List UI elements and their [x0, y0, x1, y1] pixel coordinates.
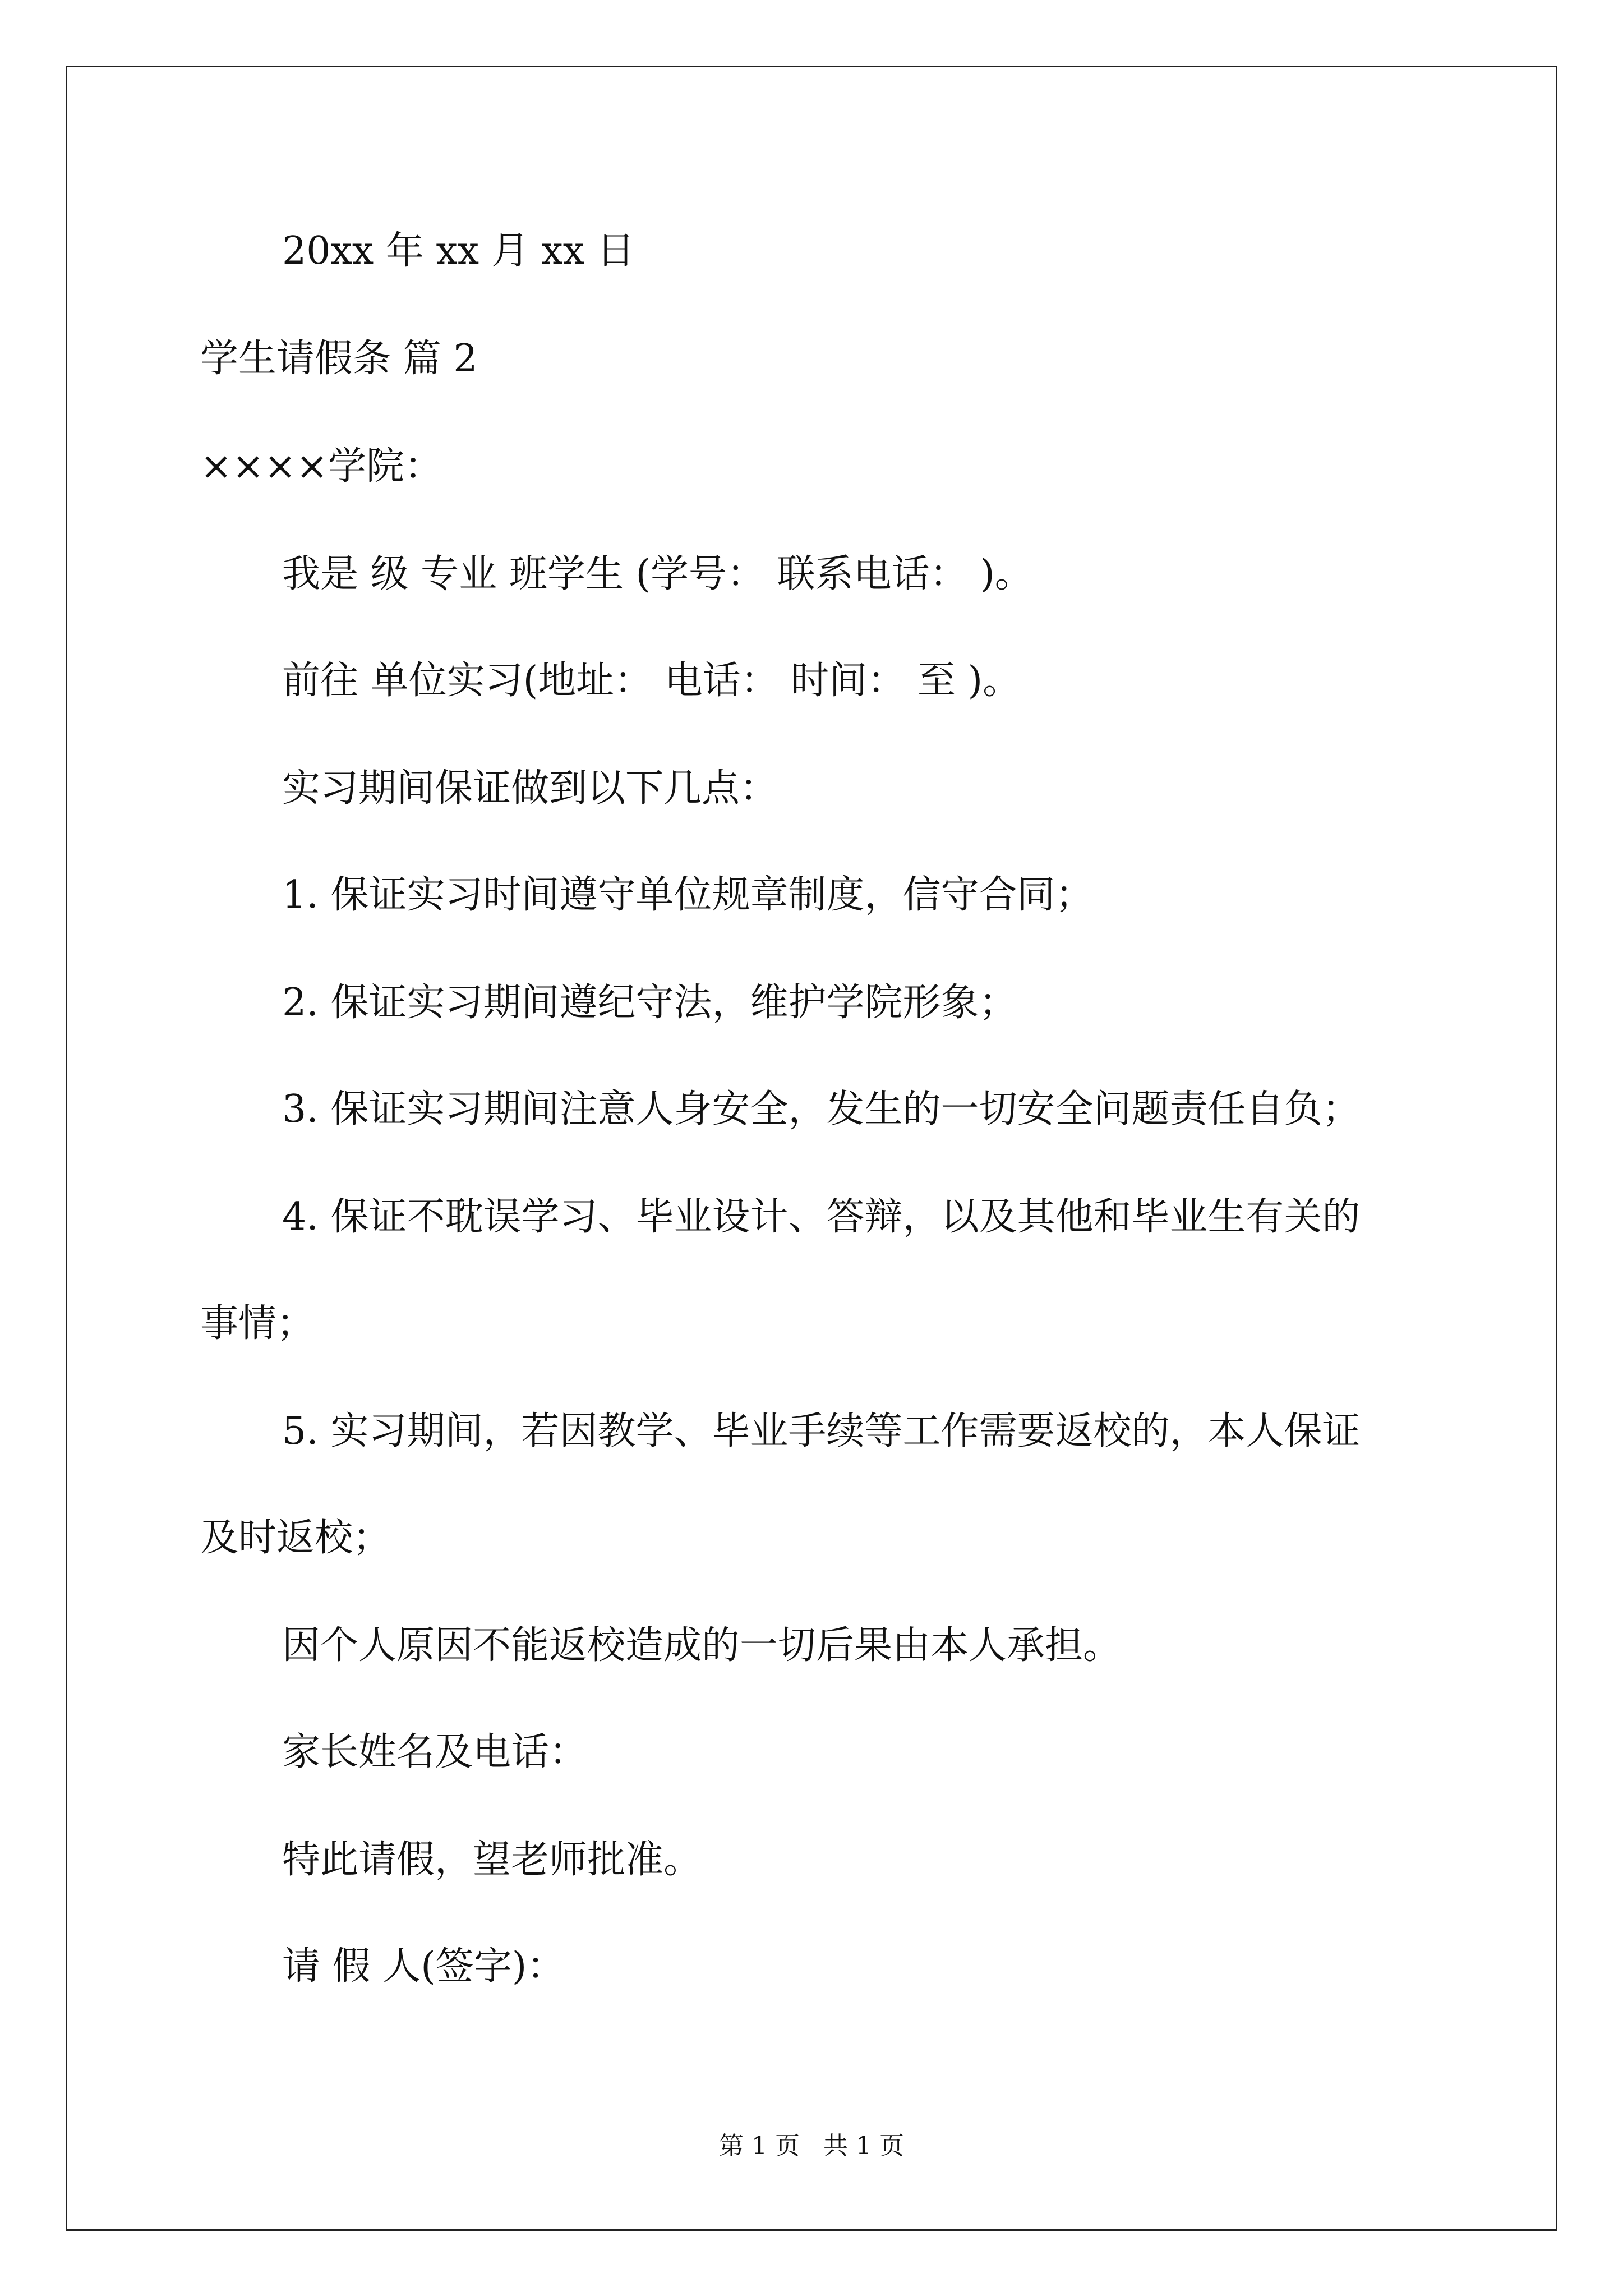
paragraph: 5. 实习期间，若因教学、毕业手续等工作需要返校的，本人保证: [282, 1409, 1361, 1453]
page-border: [66, 66, 1557, 2231]
recipient-line: ××××学院：: [200, 444, 442, 489]
page-number: 第 1 页 共 1 页: [719, 2132, 904, 2160]
paragraph: 特此请假，望老师批准。: [282, 1838, 702, 1882]
paragraph: 2. 保证实习期间遵纪守法，维护学院形象；: [282, 981, 1017, 1025]
date-line: 20xx 年 xx 月 xx 日: [282, 229, 635, 273]
section-title: 学生请假条 篇 2: [200, 337, 478, 381]
paragraph: 因个人原因不能返校造成的一切后果由本人承担。: [282, 1623, 1122, 1668]
paragraph: 4. 保证不耽误学习、毕业设计、答辩，以及其他和毕业生有关的: [282, 1195, 1361, 1239]
signature-line: 请 假 人(签字)：: [282, 1944, 565, 1989]
paragraph: 前往 单位实习(地址： 电话： 时间： 至 )。: [282, 659, 1021, 703]
paragraph: 及时返校；: [200, 1516, 391, 1560]
paragraph: 我是 级 专业 班学生 (学号： 联系电话： )。: [282, 552, 1033, 596]
paragraph: 家长姓名及电话：: [282, 1730, 588, 1774]
paragraph: 3. 保证实习期间注意人身安全，发生的一切安全问题责任自负；: [282, 1087, 1361, 1131]
paragraph: 1. 保证实习时间遵守单位规章制度，信守合同；: [282, 873, 1094, 917]
paragraph: 实习期间保证做到以下几点：: [282, 766, 778, 811]
paragraph: 事情；: [200, 1301, 315, 1346]
